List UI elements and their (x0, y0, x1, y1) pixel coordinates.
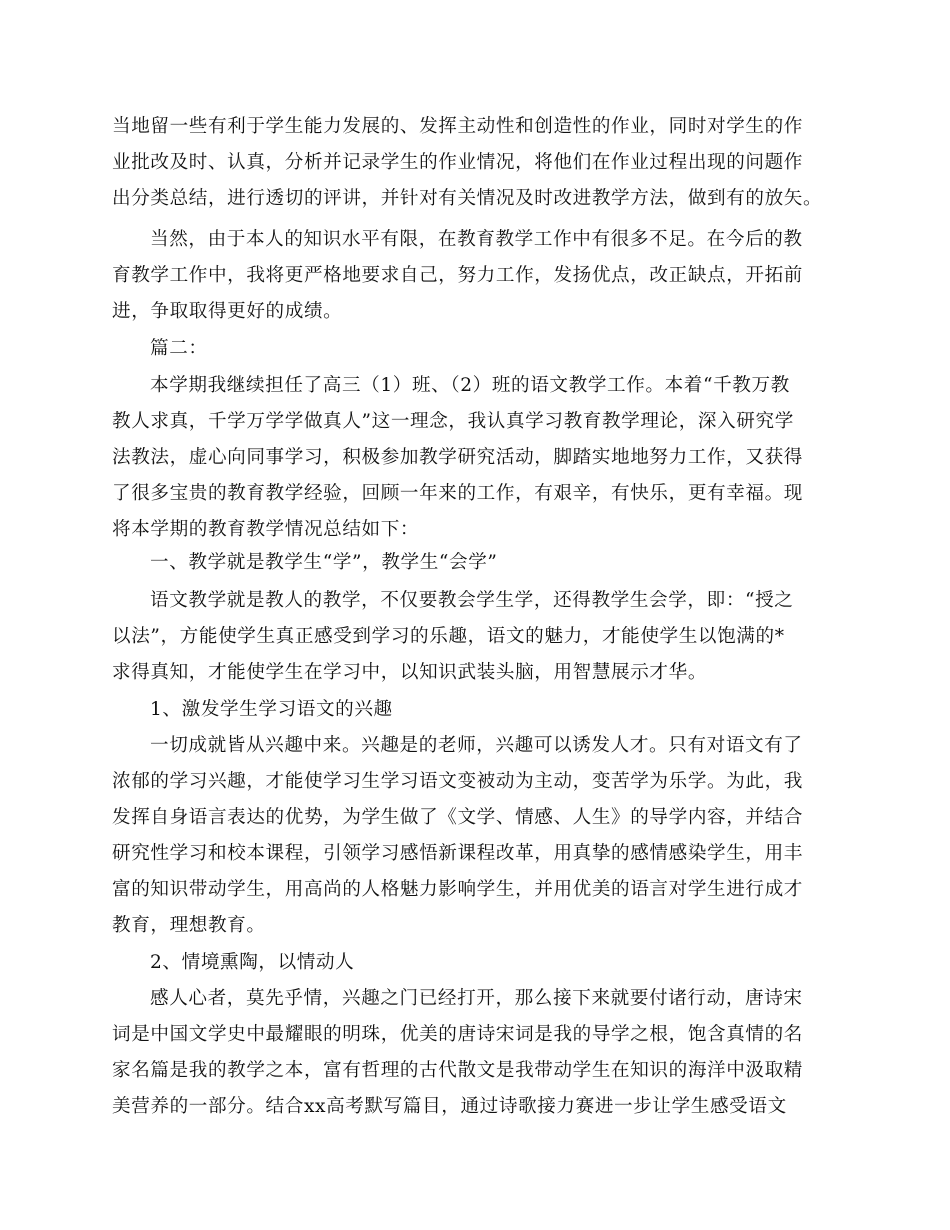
text-line-26: 词是中国文学史中最耀眼的明珠，优美的唐诗宋词是我的导学之根，饱含真情的名 (112, 1024, 803, 1045)
text-line-10: 法教法，虚心向同事学习，积极参加教学研究活动，脚踏实地地努力工作，又获得 (112, 447, 803, 468)
section-heading-pian-er: 篇二： (150, 338, 208, 359)
text-line-27: 家名篇是我的教学之本，富有哲理的古代散文是我带动学生在知识的海洋中汲取精 (112, 1060, 803, 1081)
section-heading-1: 一、教学就是教学生“学”，教学生“会学” (150, 552, 498, 573)
text-line-20: 发挥自身语言表达的优势，为学生做了《文学、情感、人生》的导学内容，并结合 (112, 807, 803, 828)
text-line-21: 研究性学习和校本课程，引领学习感悟新课程改革，用真挚的感情感染学生，用丰 (112, 843, 803, 864)
subsection-heading-2: 2、情境熏陶，以情动人 (150, 952, 355, 973)
text-line-15: 以法”，方能使学生真正感受到学习的乐趣，语文的魅力，才能使学生以饱满的* (112, 626, 785, 647)
text-line-16: 求得真知，才能使学生在学习中，以知识武装头脑，用智慧展示才华。 (112, 662, 708, 683)
text-line-2: 业批改及时、认真，分析并记录学生的作业情况，将他们在作业过程出现的问题作 (112, 152, 803, 173)
text-line-23: 教育，理想教育。 (112, 915, 266, 936)
text-line-4: 当然，由于本人的知识水平有限，在教育教学工作中有很多不足。在今后的教 (150, 229, 803, 250)
text-line-1: 当地留一些有利于学生能力发展的、发挥主动性和创造性的作业，同时对学生的作 (112, 116, 803, 137)
text-line-8: 本学期我继续担任了高三（1）班、（2）班的语文教学工作。本着“千教万教 (150, 375, 790, 396)
subsection-heading-1: 1、激发学生学习语文的兴趣 (150, 699, 393, 720)
text-line-5: 育教学工作中，我将更严格地要求自己，努力工作，发扬优点，改正缺点，开拓前 (112, 265, 803, 286)
text-line-28: 美营养的一部分。结合xx高考默写篇目，通过诗歌接力赛进一步让学生感受语文 (112, 1096, 787, 1117)
text-line-18: 一切成就皆从兴趣中来。兴趣是的老师，兴趣可以诱发人才。只有对语文有了 (150, 735, 803, 756)
text-line-6: 进，争取取得更好的成绩。 (112, 301, 343, 322)
text-line-11: 了很多宝贵的教育教学经验，回顾一年来的工作，有艰辛，有快乐，更有幸福。现 (112, 483, 803, 504)
text-line-12: 将本学期的教育教学情况总结如下： (112, 519, 420, 540)
text-line-14: 语文教学就是教人的教学，不仅要教会学生学，还得教学生会学，即：“授之 (150, 590, 794, 611)
text-line-25: 感人心者，莫先乎情，兴趣之门已经打开，那么接下来就要付诸行动，唐诗宋 (150, 988, 803, 1009)
text-line-3: 出分类总结，进行透切的评讲，并针对有关情况及时改进教学方法，做到有的放矢。 (112, 188, 823, 209)
text-line-22: 富的知识带动学生，用高尚的人格魅力影响学生，并用优美的语言对学生进行成才 (112, 879, 803, 900)
text-line-19: 浓郁的学习兴趣，才能使学习生学习语文变被动为主动，变苦学为乐学。为此，我 (112, 771, 803, 792)
text-line-9: 教人求真，千学万学学做真人”这一理念，我认真学习教育教学理论，深入研究学 (112, 411, 794, 432)
